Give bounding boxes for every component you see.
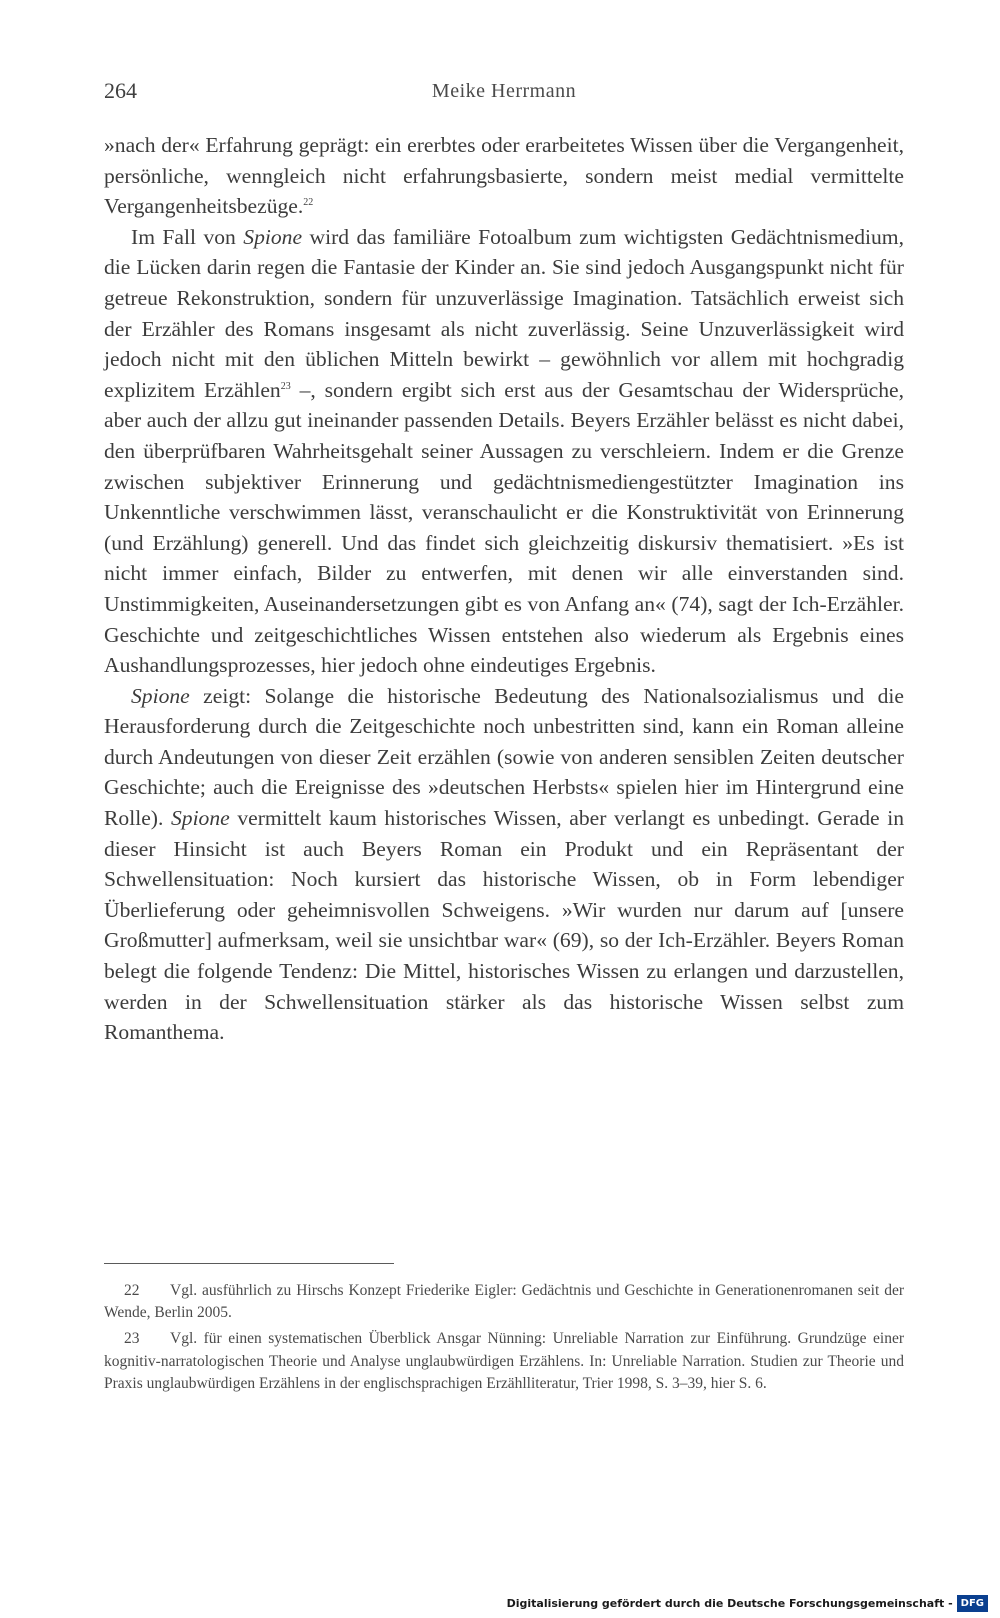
footnote-23	[104, 1328, 904, 1395]
footnote-number: 22	[124, 1282, 140, 1299]
footnote-separator	[104, 1263, 394, 1264]
paragraph-2-text-c: –, sondern ergibt sich erst aus der Gesamtschau der Widersprüche, aber auch der allzu gut ineinander passenden Details. Beyers Erzähler belässt es nicht dabei, den überprüfbaren Wahrheitsgehalt seiner Aussagen zu verschleiern. Indem er die Grenze zwischen subjektiver Erinnerung und gedächtnismediengestützter Imagination ins Unkenntliche verschwimmen lässt, veranschaulicht er die Konstruktivität von Erinnerung (und Erzählung) generell. Und das findet sich gleichzeitig diskursiv thematisiert. »Es ist nicht immer einfach, Bilder zu entwerfen, mit denen wir alle einverstanden sind. Unstimmigkeiten, Auseinandersetzungen gibt es von Anfang an« (74), sagt der Ich-Erzähler. Geschichte und zeitgeschichtliches Wissen entstehen also wiederum als Ergebnis eines Aushandlungsprozesses, hier jedoch ohne eindeutiges Ergebnis.	[104, 377, 904, 678]
page-number: 264	[104, 78, 137, 103]
footnote-number: 23	[124, 1330, 140, 1348]
paragraph-3	[104, 681, 904, 1048]
footnote-text: Vgl. für einen systematischen Überblick Ansgar Nünning: Unreliable Narration zur Einführung. Grundzüge einer kognitiv-narratologischen Theorie und Analyse unglaubwürdigen Erzählens. In: Unreliable Narration. Studien zur Theorie und Praxis unglaubwürdigen Erzählens in der englischsprachigen Erzählliteratur, Trier 1998, S. 3–39, hier S. 6.	[104, 1330, 904, 1392]
paragraph-2-text-a: Im Fall von	[131, 224, 244, 249]
footnotes	[104, 1280, 904, 1399]
main-text	[104, 130, 904, 1048]
dfg-logo-icon: DFG	[957, 1595, 988, 1612]
book-title-spione: Spione	[170, 806, 230, 831]
book-title-spione: Spione	[243, 224, 303, 249]
running-head	[104, 78, 904, 110]
paragraph-2	[104, 222, 904, 681]
footnote-ref-22: 22	[303, 197, 314, 208]
digitization-credit: Digitalisierung gefördert durch die Deutsche Forschungsgemeinschaft -	[506, 1596, 953, 1610]
footnote-ref-23: 23	[280, 380, 291, 392]
paragraph-3-text-b: vermittelt kaum historisches Wissen, aber verlangt es unbedingt. Gerade in dieser Hinsicht ist auch Beyers Roman ein Produkt und ein Repräsentant der Schwellensituation: Noch kursiert das historische Wissen, ob in Form lebendiger Überlieferung oder geheimnisvollen Schweigens. »Wir wurden nur darum auf [unsere Großmutter] aufmerksam, weil sie unsichtbar war« (69), so der Ich-Erzähler. Beyers Roman belegt die folgende Tendenz: Die Mittel, historisches Wissen zu erlangen und darzustellen, werden in der Schwellensituation stärker als das historische Wissen selbst zum Romanthema.	[104, 806, 904, 1045]
digitization-banner	[507, 1594, 988, 1612]
paragraph-1	[104, 130, 904, 222]
paragraph-3-text-a: zeigt: Solange die historische Bedeutung des Nationalsozialismus und die Herausforderung durch die Zeitgeschichte noch unbestritten sind, kann ein Roman alleine durch Andeutungen von dieser Zeit erzählen (sowie von anderen sensiblen Zeiten deutscher Geschichte; auch die Ereignisse des »deutschen Herbsts« spielen hier im Hintergrund eine Rolle).	[104, 683, 904, 831]
running-head-author: Meike Herrmann	[431, 80, 577, 102]
book-title-spione: Spione	[131, 683, 190, 708]
footnote-22	[104, 1280, 904, 1324]
paragraph-1-text: »nach der« Erfahrung geprägt: ein ererbtes oder erarbeitetes Wissen über die Vergangenheit, persönliche, wenngleich nicht erfahrungsbasierte, sondern meist medial vermittelte Vergangenheitsbezüge.	[104, 133, 904, 219]
footnote-text: Vgl. ausführlich zu Hirschs Konzept Friederike Eigler: Gedächtnis und Geschichte in Generationenromanen seit der Wende, Berlin 2005.	[104, 1282, 904, 1322]
paragraph-2-text-b: wird das familiäre Fotoalbum zum wichtigsten Gedächtnismedium, die Lücken darin regen die Fantasie der Kinder an. Sie sind jedoch Ausgangspunkt nicht für getreue Rekonstruktion, sondern für unzuverlässige Imagination. Tatsächlich erweist sich der Erzähler des Romans insgesamt als nicht zuverlässig. Seine Unzuverlässigkeit wird jedoch nicht mit den üblichen Mitteln bewirkt – gewöhnlich vor allem mit hochgradig explizitem Erzählen	[104, 224, 905, 402]
